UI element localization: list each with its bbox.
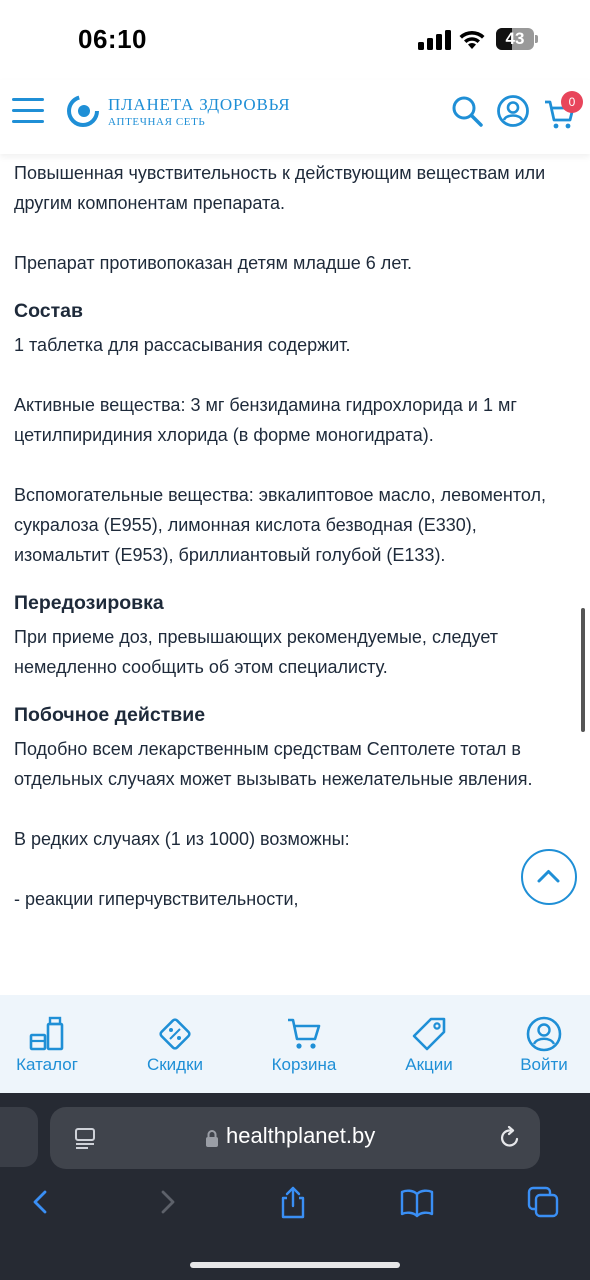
nav-catalog[interactable] [0, 995, 102, 1093]
overdose-text: При приеме доз, превышающих рекомендуемые, следует немедленно сообщить об этом специалисту. [14, 627, 499, 677]
product-description [14, 158, 576, 914]
logo-mark-icon [66, 94, 100, 128]
side-effects-rare: В редких случаях (1 из 1000) возможны: [14, 829, 350, 849]
nav-catalog-label: Каталог [16, 1055, 78, 1074]
logo-subtitle: АПТЕЧНАЯ СЕТЬ [108, 116, 206, 128]
status-time: 06:10 [78, 24, 147, 54]
tag-icon [410, 1015, 448, 1053]
back-icon[interactable] [24, 1185, 58, 1219]
page-scrollbar[interactable] [581, 608, 585, 732]
nav-promotions-label: Акции [405, 1055, 453, 1074]
battery-level: 43 [505, 29, 525, 48]
status-bar [0, 0, 590, 80]
battery-icon [496, 28, 538, 50]
discount-icon [156, 1015, 194, 1053]
overdose-heading: Передозировка [14, 592, 164, 614]
catalog-icon [28, 1015, 66, 1053]
bookmarks-icon[interactable] [400, 1185, 434, 1219]
composition-excipients: Вспомогательные вещества: эвкалиптовое масло, левоментол, сукралоза (Е955), лимонная кислота безводная (Е330), изомальтит (Е953), бриллиантовый голубой (Е133). [14, 485, 547, 565]
composition-heading: Состав [14, 300, 83, 322]
side-effects-text: Подобно всем лекарственным средствам Септолете тотал в отдельных случаях может вызывать нежелательные явления. [14, 739, 533, 789]
page-menu-icon[interactable] [74, 1127, 96, 1149]
nav-login[interactable] [489, 995, 590, 1093]
cellular-signal-icon [418, 30, 452, 50]
side-effects-item: - реакции гиперчувствительности, [14, 889, 299, 909]
account-icon[interactable] [496, 94, 530, 128]
nav-promotions[interactable] [374, 995, 484, 1093]
user-icon [525, 1015, 563, 1053]
share-icon[interactable] [276, 1185, 310, 1219]
cart-icon [285, 1015, 323, 1053]
search-icon[interactable] [450, 94, 484, 128]
logo-title: ПЛАНЕТА ЗДОРОВЬЯ [108, 95, 291, 114]
site-header [0, 80, 590, 154]
contraindication-age-text: Препарат противопоказан детям младше 6 лет. [14, 253, 412, 273]
browser-toolbar [0, 1093, 590, 1280]
tabs-icon[interactable] [526, 1185, 560, 1219]
composition-intro: 1 таблетка для рассасывания содержит. [14, 335, 351, 355]
url-text: healthplanet.by [226, 1123, 376, 1148]
nav-login-label: Войти [520, 1055, 568, 1074]
menu-icon[interactable] [12, 96, 46, 124]
contraindication-text: Повышенная чувствительность к действующим веществам или другим компонентам препарата. [14, 163, 546, 213]
lock-icon [205, 1129, 219, 1147]
cart-count-badge: 0 [561, 91, 583, 113]
side-effects-heading: Побочное действие [14, 704, 206, 726]
nav-discounts-label: Скидки [146, 1055, 204, 1074]
nav-cart[interactable] [249, 995, 359, 1093]
composition-active: Активные вещества: 3 мг бензидамина гидрохлорида и 1 мг цетилпиридиния хлорида (в форме моногидрата). [14, 395, 517, 445]
address-bar[interactable] [50, 1107, 540, 1169]
home-indicator [190, 1262, 400, 1268]
bottom-navigation [0, 995, 590, 1093]
reload-icon[interactable] [498, 1126, 522, 1150]
scroll-to-top-button[interactable] [521, 849, 577, 905]
previous-tab-preview[interactable] [0, 1107, 38, 1167]
nav-cart-label: Корзина [271, 1055, 337, 1074]
chevron-up-icon [523, 851, 574, 902]
wifi-icon [458, 28, 486, 50]
nav-discounts[interactable] [120, 995, 230, 1093]
forward-icon [150, 1185, 184, 1219]
